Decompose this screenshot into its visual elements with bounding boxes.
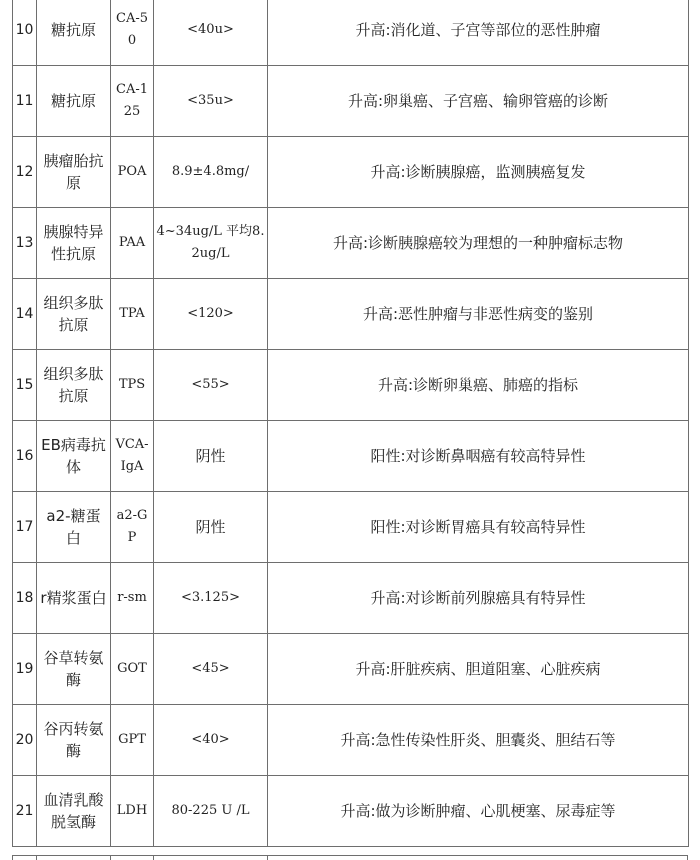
row-number: 15 [13, 350, 37, 421]
marker-code: PAA [111, 208, 154, 279]
marker-code: POA [111, 137, 154, 208]
reference-value: <45> [154, 634, 268, 705]
reference-value: 4~34ug/L 平均8.2ug/L [154, 208, 268, 279]
clinical-significance: 升高:消化道、子宫等部位的恶性肿瘤 [268, 0, 689, 66]
clinical-significance: 升高:急性传染性肝炎、胆囊炎、胆结石等 [268, 705, 689, 776]
marker-name: 组织多肽抗原 [37, 350, 111, 421]
tumor-marker-table [12, 0, 689, 847]
marker-code: CA-50 [111, 0, 154, 66]
table-row [13, 421, 689, 492]
marker-name: 胰瘤胎抗原 [37, 137, 111, 208]
tumor-marker-table-container [12, 0, 688, 847]
reference-value: <40> [154, 705, 268, 776]
row-number: 10 [13, 0, 37, 66]
clinical-significance: 阳性:对诊断鼻咽癌有较高特异性 [268, 421, 689, 492]
marker-code: TPS [111, 350, 154, 421]
marker-code: TPA [111, 279, 154, 350]
row-number: 17 [13, 492, 37, 563]
marker-name: EB病毒抗体 [37, 421, 111, 492]
row-number: 11 [13, 66, 37, 137]
table-row [13, 137, 689, 208]
marker-code: CA-125 [111, 66, 154, 137]
clinical-significance: 升高:恶性肿瘤与非恶性病变的鉴别 [268, 279, 689, 350]
clinical-significance: 升高:卵巢癌、子宫癌、输卵管癌的诊断 [268, 66, 689, 137]
marker-code: LDH [111, 776, 154, 847]
row-number: 19 [13, 634, 37, 705]
reference-value: 阴性 [154, 421, 268, 492]
row-number: 18 [13, 563, 37, 634]
table-row [13, 66, 689, 137]
marker-code: r-sm [111, 563, 154, 634]
table-row [13, 776, 689, 847]
table-row [13, 634, 689, 705]
next-row-top-border [12, 855, 688, 860]
marker-code: VCA-IgA [111, 421, 154, 492]
clinical-significance: 升高:做为诊断肿瘤、心肌梗塞、尿毒症等 [268, 776, 689, 847]
marker-code: a2-GP [111, 492, 154, 563]
reference-value: <3.125> [154, 563, 268, 634]
marker-name: 胰腺特异性抗原 [37, 208, 111, 279]
clinical-significance: 升高:诊断胰腺癌，监测胰癌复发 [268, 137, 689, 208]
table-row [13, 563, 689, 634]
row-number: 20 [13, 705, 37, 776]
marker-name: 糖抗原 [37, 66, 111, 137]
marker-name: a2-糖蛋白 [37, 492, 111, 563]
reference-value: 阴性 [154, 492, 268, 563]
clinical-significance: 升高:诊断卵巢癌、肺癌的指标 [268, 350, 689, 421]
reference-value: <55> [154, 350, 268, 421]
reference-value: 80-225 U /L [154, 776, 268, 847]
table-row [13, 492, 689, 563]
table-row [13, 279, 689, 350]
clinical-significance: 阳性:对诊断胃癌具有较高特异性 [268, 492, 689, 563]
marker-name: 谷丙转氨酶 [37, 705, 111, 776]
reference-value: <120> [154, 279, 268, 350]
clinical-significance: 升高:对诊断前列腺癌具有特异性 [268, 563, 689, 634]
marker-name: 谷草转氨酶 [37, 634, 111, 705]
table-row [13, 350, 689, 421]
marker-name: 血清乳酸脱氢酶 [37, 776, 111, 847]
clinical-significance: 升高:诊断胰腺癌较为理想的一种肿瘤标志物 [268, 208, 689, 279]
marker-name: r精浆蛋白 [37, 563, 111, 634]
table-body [13, 0, 689, 847]
marker-code: GPT [111, 705, 154, 776]
marker-code: GOT [111, 634, 154, 705]
reference-value: <35u> [154, 66, 268, 137]
row-number: 12 [13, 137, 37, 208]
clinical-significance: 升高:肝脏疾病、胆道阻塞、心脏疾病 [268, 634, 689, 705]
reference-value: <40u> [154, 0, 268, 66]
row-number: 13 [13, 208, 37, 279]
reference-value: 8.9±4.8mg/ [154, 137, 268, 208]
table-row [13, 0, 689, 66]
table-row [13, 208, 689, 279]
table-row [13, 705, 689, 776]
marker-name: 组织多肽抗原 [37, 279, 111, 350]
marker-name: 糖抗原 [37, 0, 111, 66]
row-number: 16 [13, 421, 37, 492]
row-number: 21 [13, 776, 37, 847]
row-number: 14 [13, 279, 37, 350]
